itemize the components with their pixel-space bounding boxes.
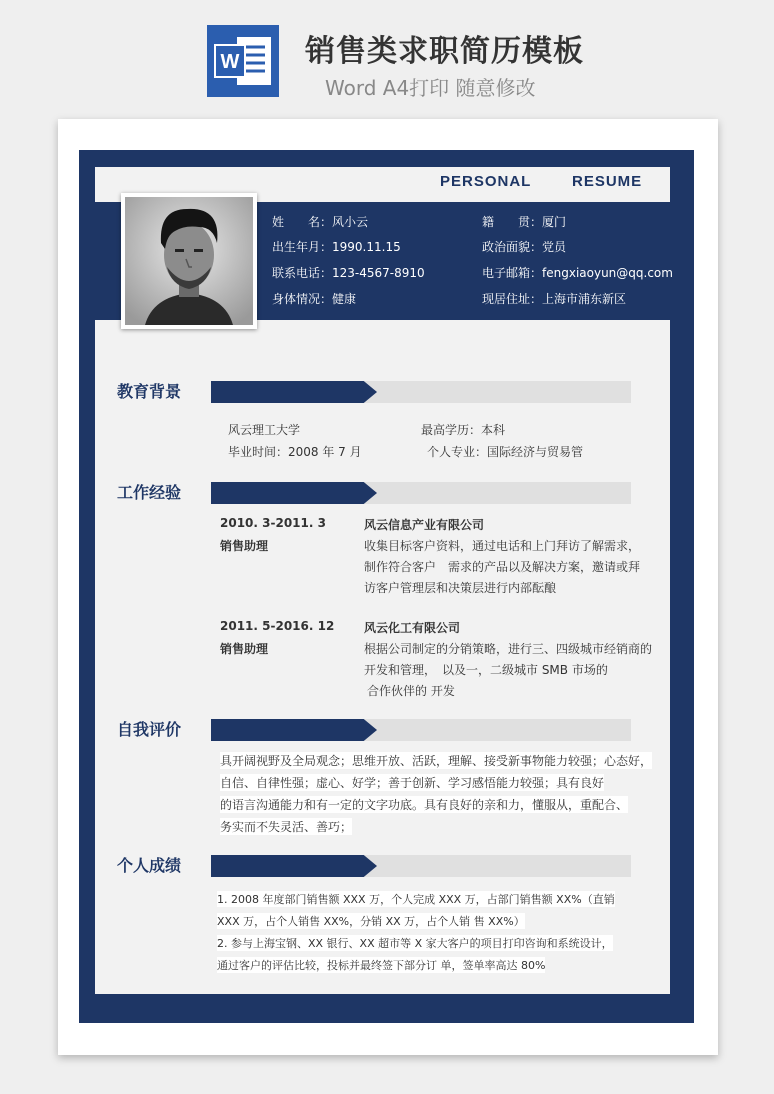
education-graduation: 毕业时间：2008 年 7 月	[228, 445, 362, 459]
job-2-role: 销售助理	[220, 642, 269, 656]
work-title: 工作经验	[117, 483, 182, 502]
job-1-period: 2010. 3-2011. 3	[220, 516, 326, 530]
job-2-company: 风云化工有限公司	[364, 621, 461, 635]
word-icon	[207, 25, 279, 97]
self-eval-line: 具开阔视野及全局观念；思维开放、活跃，理解、接受新事物能力较强；心态好，	[220, 754, 653, 768]
name-value: 风小云	[332, 215, 369, 229]
education-bar	[211, 381, 631, 403]
page-title: 销售类求职简历模板	[305, 34, 584, 69]
email-label: 电子邮箱：	[482, 266, 543, 280]
job-1-line: 制作符合客户 需求的产品以及解决方案，邀请或拜	[364, 560, 641, 574]
achievements-bar	[211, 855, 631, 877]
job-1-company: 风云信息产业有限公司	[364, 518, 485, 532]
resume-inner	[95, 167, 673, 994]
job-2-line: 根据公司制定的分销策略，进行三、四级城市经销商的	[364, 642, 653, 656]
job-1-role: 销售助理	[220, 539, 269, 553]
email-value: fengxiaoyun@qq.com	[542, 266, 673, 280]
education-title: 教育背景	[117, 382, 182, 401]
achievement-line: 1. 2008 年度部门销售额 XXX 万，个人完成 XXX 万，占部门销售额 XX%（直销	[217, 893, 615, 906]
self-eval-line: 自信、自律性强；虚心、好学；善于创新、学习感悟能力较强；具有良好	[220, 776, 605, 790]
page-subtitle: Word A4打印 随意修改	[325, 76, 536, 100]
photo-frame	[121, 193, 257, 329]
resume-frame	[79, 150, 694, 1023]
education-degree: 最高学历：本科	[421, 423, 506, 437]
resume-title-left: PERSONAL	[440, 173, 532, 190]
svg-text:W: W	[220, 51, 240, 73]
health-label: 身体情况：	[272, 292, 333, 306]
address-value: 上海市浦东新区	[542, 292, 627, 306]
education-major: 个人专业：国际经济与贸易管	[427, 445, 584, 459]
job-2-line: 合作伙伴的 开发	[367, 684, 455, 698]
job-1-line: 收集目标客户资料，通过电话和上门拜访了解需求，	[364, 539, 641, 553]
hometown-label: 籍 贯：	[482, 215, 543, 229]
achievements-title: 个人成绩	[117, 856, 182, 875]
education-school: 风云理工大学	[228, 423, 301, 437]
birth-value: 1990.11.15	[332, 240, 401, 254]
phone-label: 联系电话：	[272, 266, 333, 280]
birth-label: 出生年月：	[272, 240, 333, 254]
job-1-line: 访客户管理层和决策层进行内部酝酿	[364, 581, 557, 595]
political-value: 党员	[542, 240, 567, 254]
achievement-line: XXX 万，占个人销售 XX%，分销 XX 万，占个人销 售 XX%）	[217, 915, 525, 928]
portrait-photo	[125, 197, 253, 325]
achievement-line: 2. 参与上海宝钢、XX 银行、XX 超市等 X 家大客户的项目打印咨询和系统设计，	[217, 937, 613, 950]
political-label: 政治面貌：	[482, 240, 543, 254]
resume-title-right: RESUME	[572, 173, 643, 190]
work-bar	[211, 482, 631, 504]
health-value: 健康	[332, 292, 357, 306]
self-eval-bar	[211, 719, 631, 741]
self-eval-title: 自我评价	[117, 720, 182, 739]
job-2-line: 开发和管理， 以及一，二级城市 SMB 市场的	[364, 663, 608, 677]
self-eval-line: 务实而不失灵活、善巧；	[220, 820, 353, 834]
phone-value: 123-4567-8910	[332, 266, 425, 280]
name-label: 姓 名：	[272, 215, 333, 229]
resume-sheet	[58, 119, 718, 1055]
job-2-period: 2011. 5-2016. 12	[220, 619, 335, 633]
address-label: 现居住址：	[482, 292, 543, 306]
achievement-line: 通过客户的评估比较，投标并最终签下部分订 单，签单率高达 80%	[217, 959, 546, 972]
self-eval-line: 的语言沟通能力和有一定的文字功底。具有良好的亲和力，懂服从，重配合、	[220, 798, 629, 812]
hometown-value: 厦门	[542, 215, 567, 229]
